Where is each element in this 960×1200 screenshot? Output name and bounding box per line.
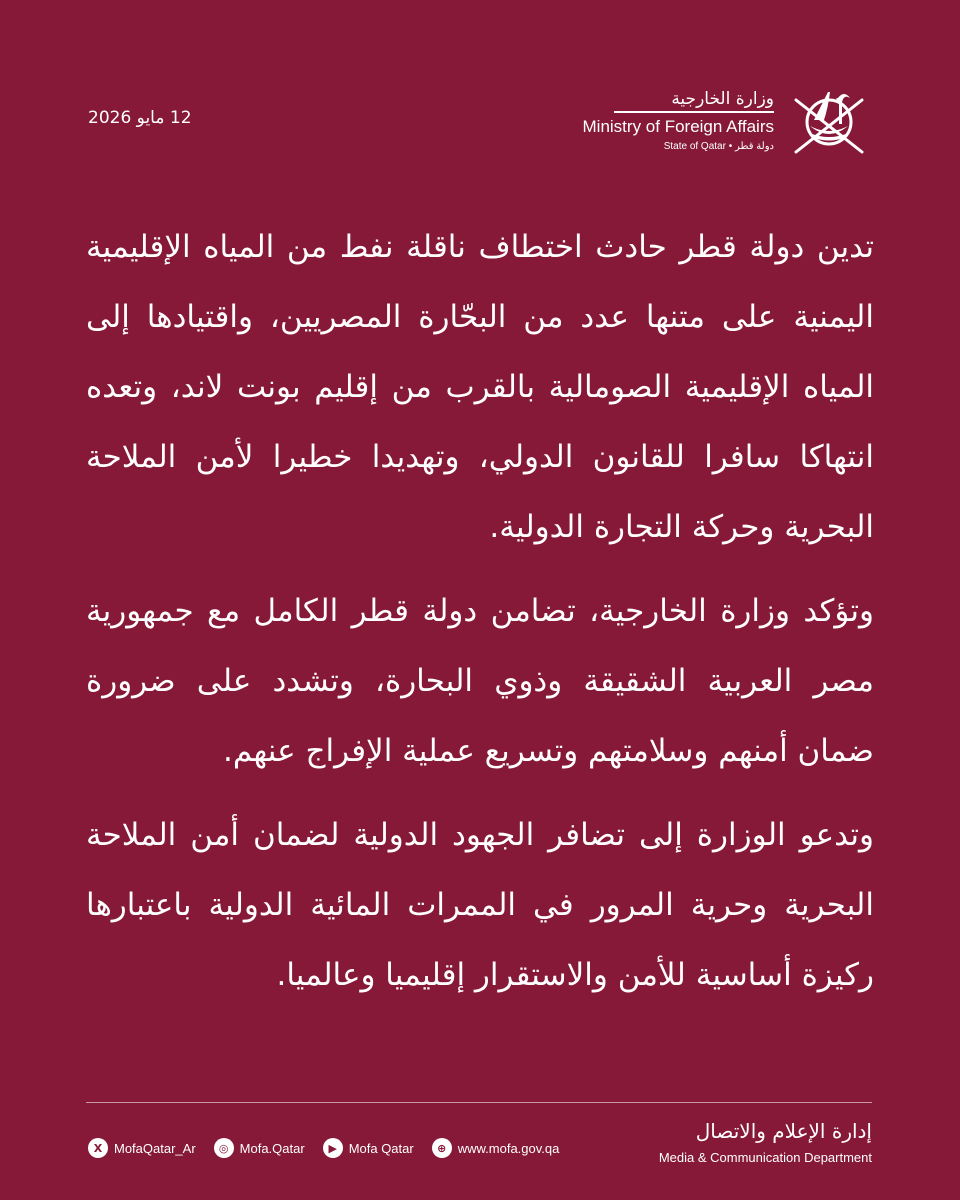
instagram-icon: ◎ (214, 1138, 234, 1158)
qatar-emblem-icon (784, 80, 874, 160)
globe-icon: ⊕ (432, 1138, 452, 1158)
social-youtube[interactable] (323, 1138, 414, 1158)
department-english: Media & Communication Department (658, 1150, 872, 1165)
social-label: MofaQatar_Ar (114, 1140, 196, 1156)
social-x[interactable] (88, 1138, 196, 1158)
statement-paragraph: تدين دولة قطر حادث اختطاف ناقلة نفط من المياه الإقليمية اليمنية على متنها عدد من البحّارة المصريين، واقتيادها إلى المياه الإقليمية الصومالية بالقرب من إقليم بونت لاند، وتعده انتهاكا سافرا للقانون الدولي، وتهديدا خطيرا لأمن الملاحة البحرية وحركة التجارة الدولية. (86, 229, 874, 545)
social-links (88, 1138, 559, 1158)
logo-english-name: Ministry of Foreign Affairs (582, 116, 774, 136)
social-label: Mofa.Qatar (239, 1140, 305, 1156)
logo-arabic-name: وزارة الخارجية (671, 88, 774, 109)
statement-date: 12 مايو 2026 (88, 108, 192, 128)
logo-text (583, 89, 774, 152)
header (0, 0, 960, 180)
social-website[interactable] (432, 1138, 560, 1158)
footer-divider (86, 1102, 872, 1103)
social-label: www.mofa.gov.qa (457, 1140, 560, 1156)
department-block (659, 1118, 872, 1165)
logo-subtitle: State of Qatar • دولة قطر (663, 140, 774, 152)
x-icon: X (88, 1138, 108, 1158)
statement-paragraph: وتؤكد وزارة الخارجية، تضامن دولة قطر الكامل مع جمهورية مصر العربية الشقيقة وذوي البحارة، وتشدد على ضرورة ضمان أمنهم وسلامتهم وتسريع عملية الإفراج عنهم. (86, 593, 874, 769)
department-arabic: إدارة الإعلام والاتصال (695, 1119, 872, 1143)
social-label: Mofa Qatar (348, 1140, 414, 1156)
statement-body (86, 212, 874, 1024)
statement-paragraph: وتدعو الوزارة إلى تضافر الجهود الدولية لضمان أمن الملاحة البحرية وحرية المرور في الممرات المائية الدولية باعتبارها ركيزة أساسية للأمن والاستقرار إقليميا وعالميا. (86, 817, 874, 993)
social-instagram[interactable] (214, 1138, 305, 1158)
logo-underline (614, 111, 774, 113)
ministry-logo (583, 80, 874, 160)
youtube-icon: ▶ (323, 1138, 343, 1158)
